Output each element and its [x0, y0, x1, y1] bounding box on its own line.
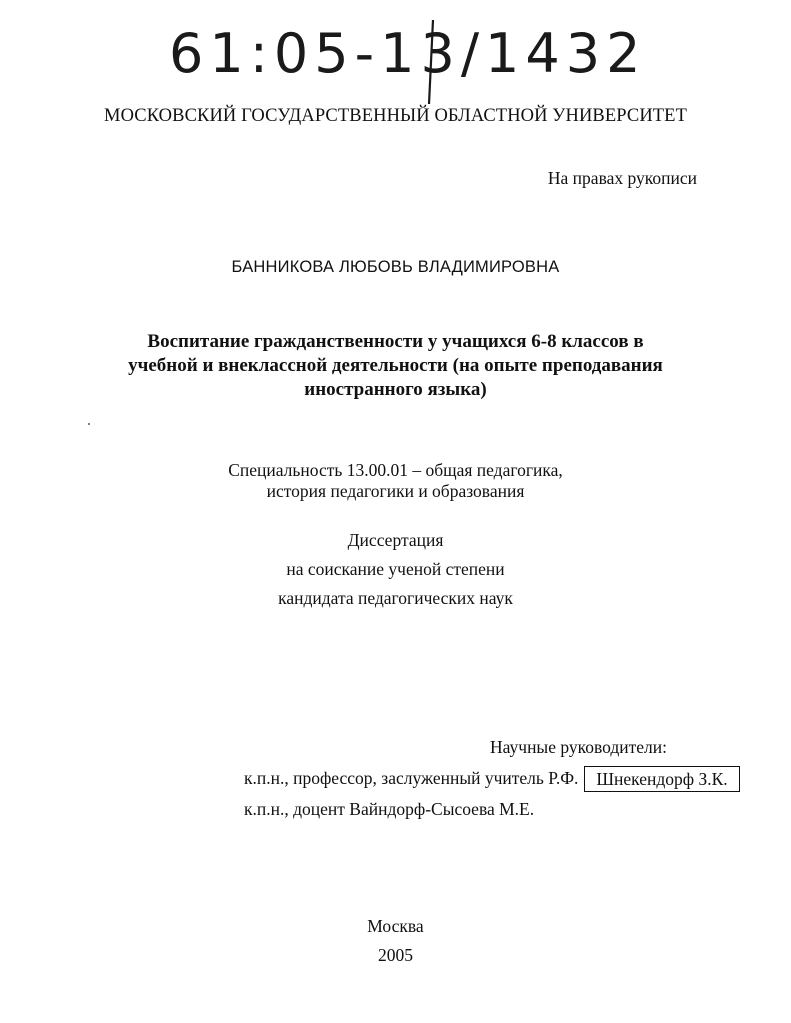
- city: Москва: [367, 916, 424, 936]
- title-line-3: иностранного языка): [304, 379, 487, 400]
- manuscript-rights-note: На правах рукописи: [547, 168, 697, 188]
- university-name: МОСКОВСКИЙ ГОСУДАРСТВЕННЫЙ ОБЛАСТНОЙ УНИВЕРСИТЕТ: [104, 106, 687, 126]
- degree-line-3: кандидата педагогических наук: [278, 588, 513, 608]
- supervisor-2: к.п.н., доцент Вайндорф-Сысоева М.Е.: [244, 799, 535, 819]
- dissertation-title: [0, 330, 791, 402]
- supervisor-1-title: к.п.н., профессор, заслуженный учитель Р.Ф.: [244, 768, 579, 788]
- degree-statement: [0, 530, 791, 617]
- specialty-line-2: история педагогики и образования: [266, 481, 525, 501]
- specialty: [0, 460, 791, 502]
- supervisor-1-name-box: Шнекендорф З.К.: [584, 766, 740, 792]
- author-name: БАННИКОВА ЛЮБОВЬ ВЛАДИМИРОВНА: [231, 258, 560, 276]
- title-line-1: Воспитание гражданственности у учащихся 6-8 классов в: [147, 331, 644, 352]
- degree-line-2: на соискание ученой степени: [286, 559, 505, 579]
- title-line-2: учебной и внеклассной деятельности (на опыте преподавания: [128, 355, 663, 376]
- handwritten-archive-code: [165, 8, 647, 106]
- supervisors-heading: Научные руководители:: [490, 737, 667, 757]
- year: 2005: [378, 945, 413, 965]
- degree-line-1: Диссертация: [347, 530, 444, 550]
- scan-speck: [88, 423, 90, 425]
- specialty-line-1: Специальность 13.00.01 – общая педагогика,: [228, 460, 563, 480]
- archive-code-text: 61:05-13/1432: [169, 22, 647, 85]
